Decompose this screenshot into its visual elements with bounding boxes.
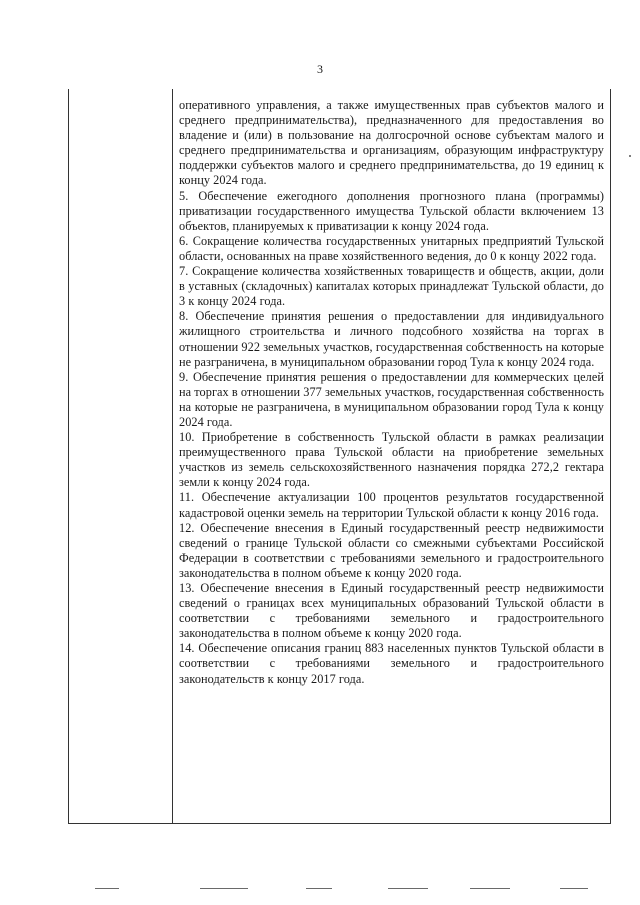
- scan-artifact-line: [306, 888, 332, 889]
- page-number: 3: [317, 62, 323, 76]
- list-item: 9. Обеспечение принятия решения о предоставлении для коммерческих целей на торгах в отношении 377 земельных участков, государственная собственность на которые не разграничена, в муниципальном образовании город Тула к концу 2024 года.: [179, 369, 604, 429]
- list-item: 12. Обеспечение внесения в Единый государственный реестр недвижимости сведений о границе Тульской области со смежными субъектами Российской Федерации в соответствии с требованиями земельного и градостроительного законодательства в полном объеме к концу 2020 года.: [179, 520, 604, 580]
- scan-artifact-line: [470, 888, 510, 889]
- table-frame: [68, 89, 611, 824]
- list-item: 8. Обеспечение принятия решения о предоставлении для индивидуального жилищного строительства и личного подсобного хозяйства на торгах в отношении 922 земельных участков, государственная собственность на которые не разграничена, в муниципальном образовании город Тула к концу 2024 года.: [179, 309, 604, 369]
- list-item: 11. Обеспечение актуализации 100 процентов результатов государственной кадастровой оценки земель на территории Тульской области к концу 2016 года.: [179, 490, 604, 520]
- scan-artifact-line: [200, 888, 248, 889]
- scan-artifact-line: [560, 888, 588, 889]
- list-item: 14. Обеспечение описания границ 883 населенных пунктов Тульской области в соответствии с требованиями земельного и градостроительного законодательств к концу 2017 года.: [179, 641, 604, 686]
- list-item: 13. Обеспечение внесения в Единый государственный реестр недвижимости сведений о границах всех муниципальных образований Тульской области в соответствии с требованиями земельного и градостроительного законодательства в полном объеме к концу 2020 года.: [179, 581, 604, 641]
- list-item: оперативного управления, а также имущественных прав субъектов малого и среднего предпринимательства), предназначенного для предоставления во владение и (или) в пользование на долгосрочной основе субъектам малого и среднего предпринимательства и организациям, образующим инфраструктуру поддержки субъектов малого и среднего предпринимательства, до 19 единиц к концу 2024 года.: [179, 98, 604, 188]
- list-item: 7. Сокращение количества хозяйственных товариществ и обществ, акции, доли в уставных (складочных) капиталах которых принадлежат Тульской области, до 3 к концу 2024 года.: [179, 264, 604, 309]
- list-item: 10. Приобретение в собственность Тульской области в рамках реализации преимущественного права Тульской области на приобретение земельных участков из земель сельскохозяйственного назначения порядка 272,2 гектара земли к концу 2024 года.: [179, 430, 604, 490]
- list-item: 6. Сокращение количества государственных унитарных предприятий Тульской области, основанных на праве хозяйственного ведения, до 0 к концу 2022 года.: [179, 233, 604, 263]
- scan-artifact-line: [95, 888, 119, 889]
- table-cell-content: [179, 98, 604, 687]
- column-divider: [172, 89, 173, 823]
- list-item: 5. Обеспечение ежегодного дополнения прогнозного плана (программы) приватизации государственного имущества Тульской области включением 13 объектов, планируемых к приватизации к концу 2024 года.: [179, 188, 604, 233]
- scan-speck: [629, 155, 631, 157]
- scan-artifact-line: [388, 888, 428, 889]
